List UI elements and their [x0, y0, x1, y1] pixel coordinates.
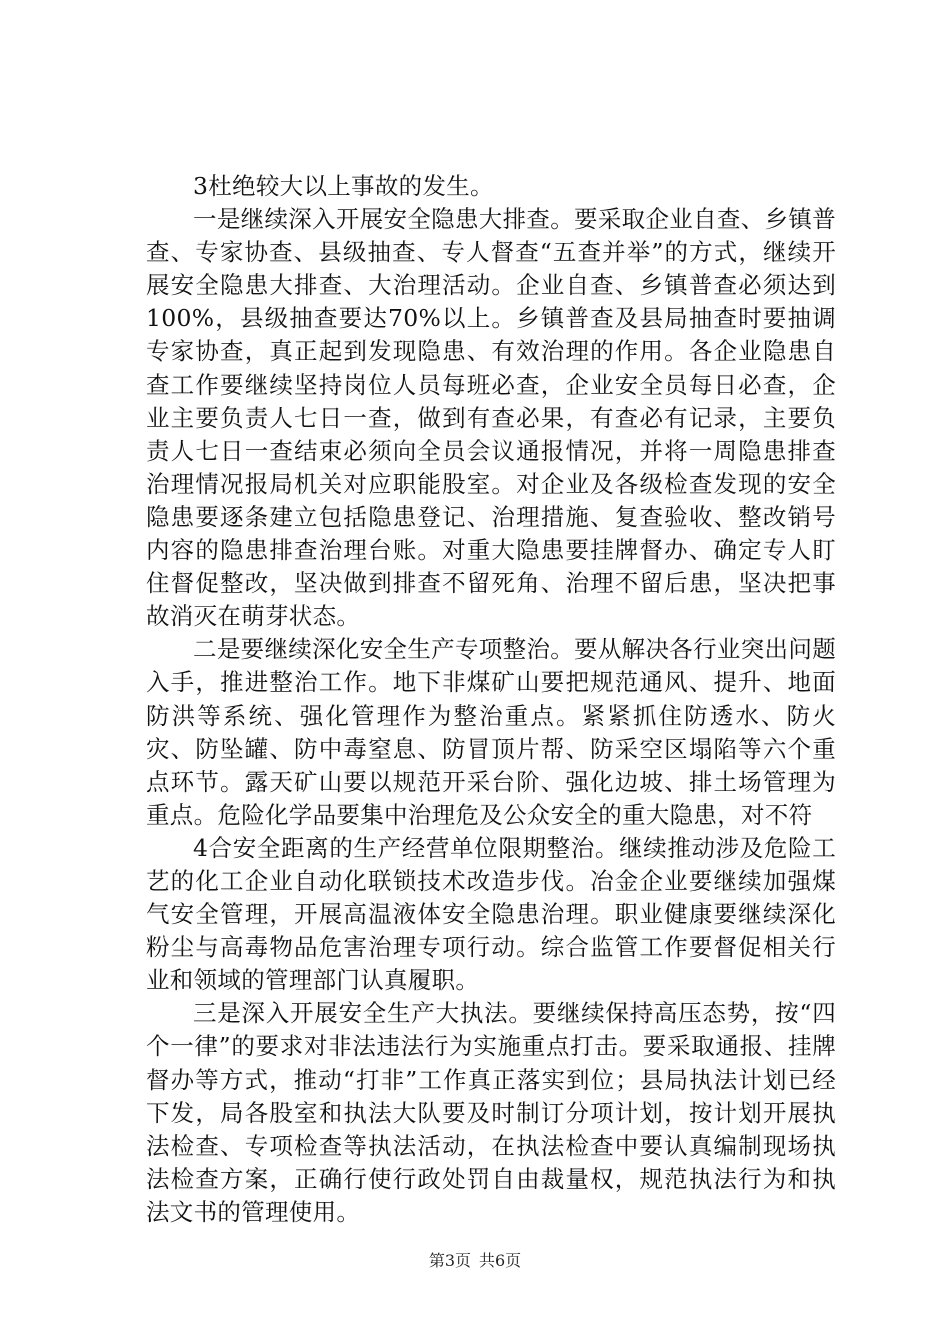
paragraph-4: 4合安全距离的生产经营单位限期整治。继续推动涉及危险工艺的化工企业自动化联锁技术改造步伐。冶金企业要继续加强煤气安全管理，开展高温液体安全隐患治理。职业健康要继续深化粉尘与高毒物品危害治理专项行动。综合监管工作要督促相关行业和领域的管理部门认真履职。: [146, 833, 836, 995]
paragraph-5: 三是深入开展安全生产大执法。要继续保持高压态势，按“四个一律”的要求对非法违法行为实施重点打击。要采取通报、挂牌督办等方式，推动“打非”工作真正落实到位；县局执法计划已经下发，局各股室和执法大队要及时制订分项计划，按计划开展执法检查、专项检查等执法活动，在执法检查中要认真编制现场执法检查方案，正确行使行政处罚自由裁量权，规范执法行为和执法文书的管理使用。: [146, 999, 836, 1226]
page-number: 第3页: [428, 1251, 471, 1270]
paragraph-3: 二是要继续深化安全生产专项整治。要从解决各行业突出问题入手，推进整治工作。地下非煤矿山要把规范通风、提升、地面防洪等系统、强化管理作为整治重点。紧紧抓住防透水、防火灾、防坠罐、防中毒窒息、防冒顶片帮、防采空区塌陷等六个重点环节。露天矿山要以规范开采台阶、强化边坡、排土场管理为重点。危险化学品要集中治理危及公众安全的重大隐患，对不符: [146, 635, 836, 829]
paragraph-1: 3杜绝较大以上事故的发生。: [193, 172, 494, 200]
paragraph-2: 一是继续深入开展安全隐患大排查。要采取企业自查、乡镇普查、专家协查、县级抽查、专人督查“五查并举”的方式，继续开展安全隐患大排查、大治理活动。企业自查、乡镇普查必须达到100%，县级抽查要达70%以上。乡镇普查及县局抽查时要抽调专家协查，真正起到发现隐患、有效治理的作用。各企业隐患自查工作要继续坚持岗位人员每班必查，企业安全员每日必查，企业主要负责人七日一查，做到有查必果，有查必有记录，主要负责人七日一查结束必须向全员会议通报情况，并将一周隐患排查治理情况报局机关对应职能股室。对企业及各级检查发现的安全隐患要逐条建立包括隐患登记、治理措施、复查验收、整改销号内容的隐患排查治理台账。对重大隐患要挂牌督办、确定专人盯住督促整改，坚决做到排查不留死角、治理不留后患，坚决把事故消灭在萌芽状态。: [146, 205, 836, 631]
page-total: 共6页: [479, 1251, 522, 1270]
document-body: [146, 170, 836, 1229]
page-footer: [0, 1248, 950, 1271]
